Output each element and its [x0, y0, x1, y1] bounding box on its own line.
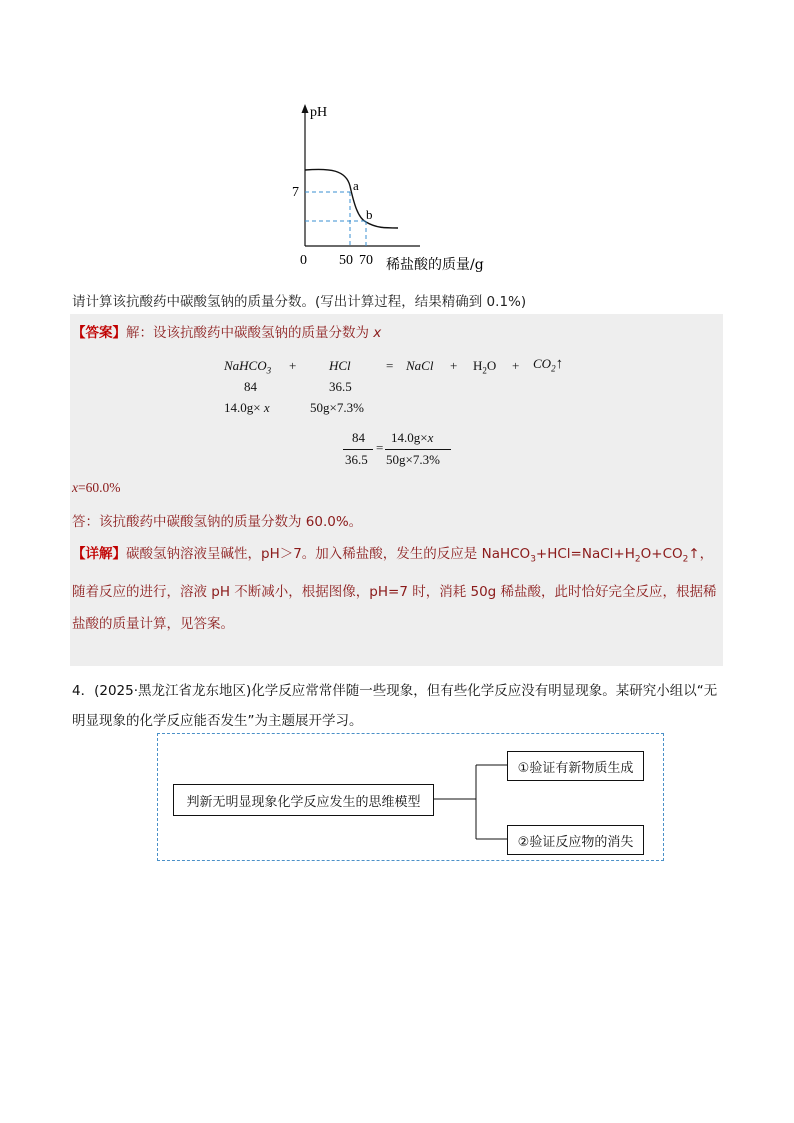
- frac-left-numerator: 84: [352, 430, 365, 445]
- frac-left-denominator: 36.5: [345, 452, 368, 467]
- detail-tag: 【详解】: [72, 546, 126, 562]
- eq-plus-3: +: [512, 358, 520, 373]
- eq-plus-1: +: [289, 358, 297, 373]
- diagram-connectors: [158, 734, 663, 860]
- point-b-label: b: [366, 207, 373, 222]
- question-text: 请计算该抗酸药中碳酸氢钠的质量分数。(写出计算过程，结果精确到 0.1%): [72, 294, 527, 310]
- eq-product1: NaCl: [406, 358, 434, 373]
- eq-reactant2: HCl: [329, 358, 351, 373]
- x-tick-70: 70: [359, 253, 373, 268]
- frac-left-bar: [343, 449, 373, 450]
- given-quantity-1: 14.0g× x: [224, 400, 270, 415]
- frac-right-bar: [385, 449, 451, 450]
- branch-box-new-substance: ①验证有新物质生成: [507, 751, 644, 781]
- gas-arrow-icon: ↑: [555, 356, 564, 372]
- x-tick-0: 0: [300, 253, 307, 268]
- answer-conclusion: 答：该抗酸药中碳酸氢钠的质量分数为 60.0%。: [72, 514, 363, 530]
- x-tick-50: 50: [339, 253, 353, 268]
- eq-product3: $CO_2↑$: [533, 356, 564, 374]
- frac-right-denominator: 50g×7.3%: [386, 452, 440, 467]
- ph-curve: [305, 169, 398, 228]
- thinking-model-diagram: [157, 733, 664, 861]
- frac-equals: =: [376, 440, 384, 455]
- y-axis-arrow: [302, 104, 309, 113]
- x-axis-label: 稀盐酸的质量/g: [386, 257, 484, 273]
- frac-right-numerator: 14.0g×x: [391, 430, 434, 445]
- answer-result: x=60.0%: [72, 480, 121, 495]
- eq-product2: $H_2O$: [473, 358, 497, 376]
- answer-tag: 【答案】: [72, 325, 126, 341]
- molar-mass-2: 36.5: [329, 379, 352, 394]
- answer-intro-text: 解：设该抗酸药中碳酸氢钠的质量分数为: [126, 325, 374, 341]
- eq-reactant1: NaHCO$_3$: [224, 358, 272, 376]
- eq-equals: =: [386, 358, 394, 373]
- ph-curve-graph: [280, 98, 520, 280]
- main-model-box: 判新无明显现象化学反应发生的思维模型: [173, 784, 434, 816]
- eq-plus-2: +: [450, 358, 458, 373]
- point-a-label: a: [353, 178, 359, 193]
- molar-mass-1: 84: [244, 379, 257, 394]
- branch-box-reactant-disappear: ②验证反应物的消失: [507, 825, 644, 855]
- answer-intro-var: x: [373, 325, 382, 341]
- detail-paragraph: 【详解】碳酸氢钠溶液呈碱性，pH＞7。加入稀盐酸，发生的反应是 $NaHCO_3+HCl=NaCl+H_2O+CO_2↑$，随着反应的进行，溶液 pH 不断减小，根据图像，pH=7 时，消耗 50g 稀盐酸，此时恰好完全反应，根据稀盐酸的质量计算，见答案。: [72, 546, 717, 632]
- y-axis-label: pH: [310, 105, 328, 120]
- question-4-text: 4．(2025·黑龙江省龙东地区)化学反应常常伴随一些现象，但有些化学反应没有明显现象。某研究小组以“无明显现象的化学反应能否发生”为主题展开学习。: [72, 683, 718, 729]
- given-quantity-2: 50g×7.3%: [310, 400, 364, 415]
- y-tick-7: 7: [292, 185, 299, 200]
- answer-intro: [72, 321, 381, 341]
